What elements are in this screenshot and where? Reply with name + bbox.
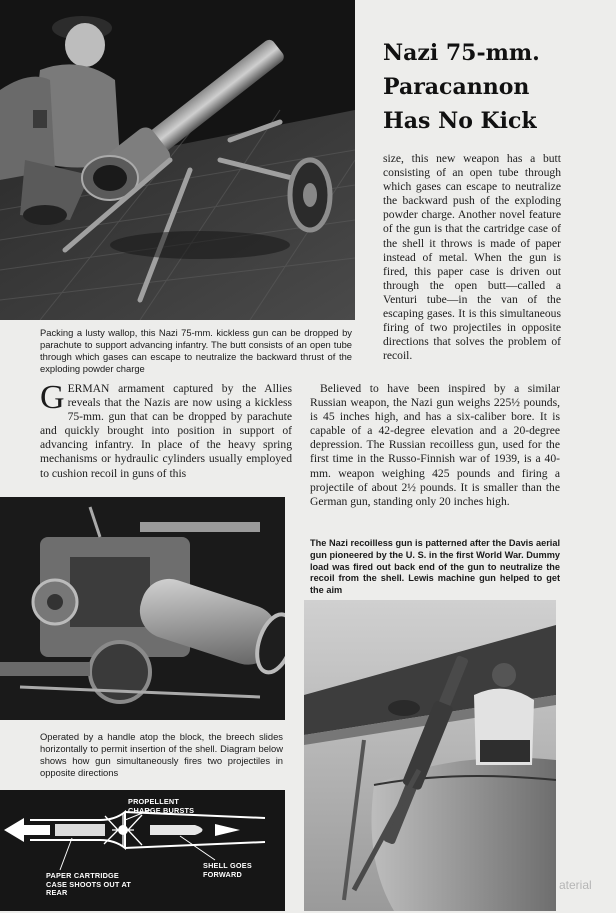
article-intro [40, 379, 292, 481]
photo-gun-breech [0, 497, 285, 720]
article-title [383, 36, 573, 138]
article-continued-text: size, this new weapon has a butt consisting of an open tube through which gases can escape to neutralize the backward push of the exploding powder charge. Another novel feature of the gun is that the cartridge case of the shell it throws is made of paper instead of metal. When the gun is fired, this paper case is driven out through the open butt—called a Venturi tube—in the van of the escaping gases. It is this simultaneous firing of two projectiles in opposite directions that solves the problem of recoil. [383, 152, 561, 363]
title-line-3: Has No Kick [383, 108, 537, 134]
photo-soldier-with-gun [0, 0, 355, 320]
forward-arrow [215, 824, 240, 836]
label-paper-cartridge: PAPER CARTRIDGE CASE SHOOTS OUT AT REAR [46, 871, 132, 897]
caption-top-photo: Packing a lusty wallop, this Nazi 75-mm. kickless gun can be dropped by parachute to support advancing infantry. The butt consists of an open tube through which gases can escape to neutralize the backward thrust of the exploding powder charge [40, 327, 352, 374]
caption-breech-photo: Operated by a handle atop the block, the breech slides horizontally to permit insertion of the shell. Diagram below shows how gun simultaneously fires two projectiles in opposite directions [40, 731, 283, 778]
title-line-1: Nazi 75-mm. [383, 40, 540, 66]
photo-aerial-gun [304, 600, 556, 911]
diagram-recoil [0, 790, 285, 911]
label-propellent: PROPELLENT CHARGE BURSTS [128, 797, 195, 815]
watermark: aterial [559, 878, 592, 892]
label-shell-forward: SHELL GOES FORWARD [203, 861, 252, 879]
article-russian-paragraph: Believed to have been inspired by a similar Russian weapon, the Nazi gun weighs 225½ pounds, is 45 inches high, and has a six-caliber bore. It is capable of a 42-degree elevation and a 20-degree depression. The Russian recoilless gun, used for the first time in the Russo-Finnish war of 1939, is a 40-mm. weapon weighing 425 pounds and firing a projectile of about 2½ pounds. It is smaller than the German gun, standing only 20 inches high. [310, 382, 560, 508]
rear-arrow [4, 818, 50, 842]
article-intro-text: ERMAN armament captured by the Allies reveals that the Nazis are now using a kickless 75-mm. gun that can be dropped by parachute and quickly brought into position in support of advancing infantry. In place of the heavy spring mechanisms or hydraulic cylinders usually employed to cushion recoil in guns of this [40, 382, 292, 480]
title-line-2: Paracannon [383, 74, 530, 100]
drop-cap: G [40, 379, 65, 416]
caption-lewis-gun: The Nazi recoilless gun is patterned after the Davis aerial gun pioneered by the U. S. in the first World War. Dummy load was fired out back end of the gun to neutralize the recoil from the shell. Lewis machine gun helped to get the aim [310, 538, 560, 596]
